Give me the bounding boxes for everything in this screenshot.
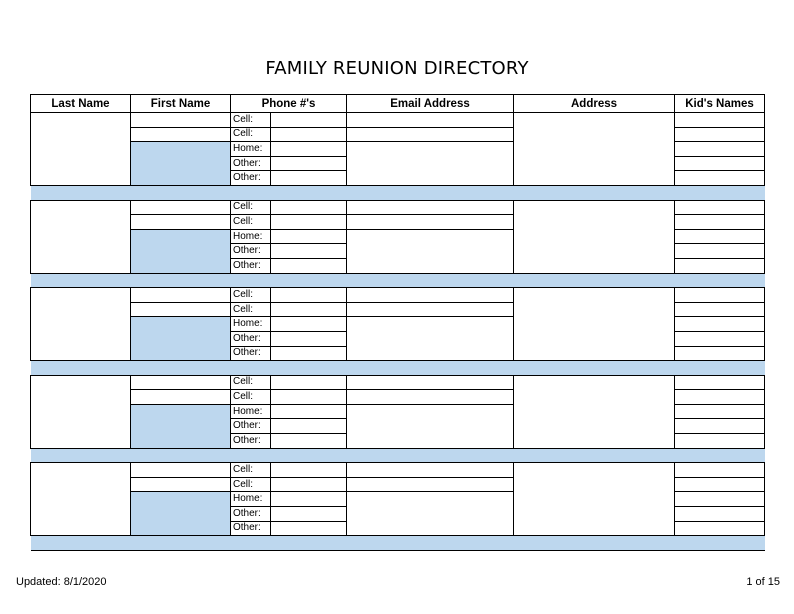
phone-number-cell[interactable]: [271, 258, 347, 273]
header-address: Address: [514, 95, 675, 113]
phone-number-cell[interactable]: [271, 521, 347, 536]
first-name-shaded-cell[interactable]: [131, 317, 231, 361]
phone-number-cell[interactable]: [271, 434, 347, 449]
address-cell[interactable]: [514, 288, 675, 361]
kid-name-cell[interactable]: [675, 477, 765, 492]
page-title: FAMILY REUNION DIRECTORY: [265, 58, 529, 79]
separator-band: [31, 448, 765, 463]
phone-number-cell[interactable]: [271, 331, 347, 346]
updated-date: Updated: 8/1/2020: [16, 576, 107, 588]
phone-type-label: Cell:: [231, 113, 271, 128]
phone-type-label: Home:: [231, 404, 271, 419]
separator-band: [31, 536, 765, 551]
phone-number-cell[interactable]: [271, 419, 347, 434]
separator-band: [31, 273, 765, 288]
kid-name-cell[interactable]: [675, 258, 765, 273]
phone-number-cell[interactable]: [271, 127, 347, 142]
phone-type-label: Other:: [231, 331, 271, 346]
phone-type-label: Cell:: [231, 375, 271, 390]
entry-row: [31, 113, 765, 128]
directory-table: [30, 94, 765, 551]
email-cell[interactable]: [347, 463, 514, 478]
phone-number-cell[interactable]: [271, 302, 347, 317]
entry-separator: [31, 448, 765, 463]
first-name-shaded-cell[interactable]: [131, 404, 231, 448]
kid-name-cell[interactable]: [675, 346, 765, 361]
phone-number-cell[interactable]: [271, 288, 347, 303]
email-cell[interactable]: [347, 127, 514, 142]
first-name-cell[interactable]: [131, 113, 231, 128]
kid-name-cell[interactable]: [675, 142, 765, 157]
first-name-cell[interactable]: [131, 390, 231, 405]
phone-type-label: Home:: [231, 229, 271, 244]
phone-type-label: Other:: [231, 156, 271, 171]
separator-band: [31, 185, 765, 200]
first-name-cell[interactable]: [131, 375, 231, 390]
header-last-name: Last Name: [31, 95, 131, 113]
phone-type-label: Other:: [231, 434, 271, 449]
email-cell[interactable]: [347, 113, 514, 128]
phone-type-label: Other:: [231, 419, 271, 434]
kid-name-cell[interactable]: [675, 302, 765, 317]
phone-number-cell[interactable]: [271, 244, 347, 259]
entry-row: [31, 463, 765, 478]
address-cell[interactable]: [514, 463, 675, 536]
phone-type-label: Cell:: [231, 215, 271, 230]
phone-number-cell[interactable]: [271, 346, 347, 361]
entry-row: [31, 375, 765, 390]
address-cell[interactable]: [514, 200, 675, 273]
kid-name-cell[interactable]: [675, 419, 765, 434]
kid-name-cell[interactable]: [675, 244, 765, 259]
email-cell[interactable]: [347, 390, 514, 405]
email-cell-large[interactable]: [347, 142, 514, 186]
entry-row: [31, 200, 765, 215]
phone-type-label: Cell:: [231, 127, 271, 142]
phone-number-cell[interactable]: [271, 404, 347, 419]
phone-type-label: Other:: [231, 346, 271, 361]
phone-type-label: Other:: [231, 244, 271, 259]
kid-name-cell[interactable]: [675, 492, 765, 507]
first-name-cell[interactable]: [131, 215, 231, 230]
first-name-shaded-cell[interactable]: [131, 229, 231, 273]
phone-type-label: Home:: [231, 142, 271, 157]
kid-name-cell[interactable]: [675, 390, 765, 405]
header-phone: Phone #'s: [231, 95, 347, 113]
kid-name-cell[interactable]: [675, 521, 765, 536]
email-cell-large[interactable]: [347, 492, 514, 536]
phone-number-cell[interactable]: [271, 215, 347, 230]
entry-separator: [31, 273, 765, 288]
phone-number-cell[interactable]: [271, 113, 347, 128]
first-name-cell[interactable]: [131, 463, 231, 478]
phone-type-label: Cell:: [231, 200, 271, 215]
kid-name-cell[interactable]: [675, 229, 765, 244]
email-cell[interactable]: [347, 375, 514, 390]
first-name-cell[interactable]: [131, 477, 231, 492]
phone-type-label: Cell:: [231, 288, 271, 303]
kid-name-cell[interactable]: [675, 288, 765, 303]
kid-name-cell[interactable]: [675, 317, 765, 332]
kid-name-cell[interactable]: [675, 215, 765, 230]
email-cell[interactable]: [347, 215, 514, 230]
phone-type-label: Other:: [231, 507, 271, 522]
phone-number-cell[interactable]: [271, 507, 347, 522]
phone-number-cell[interactable]: [271, 142, 347, 157]
first-name-cell[interactable]: [131, 302, 231, 317]
kid-name-cell[interactable]: [675, 171, 765, 186]
phone-type-label: Other:: [231, 171, 271, 186]
address-cell[interactable]: [514, 113, 675, 186]
kid-name-cell[interactable]: [675, 200, 765, 215]
phone-number-cell[interactable]: [271, 463, 347, 478]
phone-number-cell[interactable]: [271, 229, 347, 244]
phone-number-cell[interactable]: [271, 492, 347, 507]
phone-type-label: Cell:: [231, 463, 271, 478]
header-email: Email Address: [347, 95, 514, 113]
phone-type-label: Cell:: [231, 477, 271, 492]
kid-name-cell[interactable]: [675, 404, 765, 419]
last-name-cell[interactable]: [31, 463, 131, 536]
phone-type-label: Home:: [231, 492, 271, 507]
phone-number-cell[interactable]: [271, 390, 347, 405]
phone-type-label: Cell:: [231, 390, 271, 405]
email-cell[interactable]: [347, 288, 514, 303]
phone-number-cell[interactable]: [271, 375, 347, 390]
phone-type-label: Cell:: [231, 302, 271, 317]
email-cell-large[interactable]: [347, 229, 514, 273]
email-cell-large[interactable]: [347, 404, 514, 448]
kid-name-cell[interactable]: [675, 375, 765, 390]
phone-number-cell[interactable]: [271, 477, 347, 492]
kid-name-cell[interactable]: [675, 331, 765, 346]
header-first-name: First Name: [131, 95, 231, 113]
header-row: [31, 95, 765, 113]
email-cell[interactable]: [347, 477, 514, 492]
address-cell[interactable]: [514, 375, 675, 448]
phone-number-cell[interactable]: [271, 200, 347, 215]
kid-name-cell[interactable]: [675, 127, 765, 142]
email-cell-large[interactable]: [347, 317, 514, 361]
entry-separator: [31, 536, 765, 551]
page-number: 1 of 15: [746, 576, 780, 588]
kid-name-cell[interactable]: [675, 434, 765, 449]
entry-separator: [31, 185, 765, 200]
header-kids-names: Kid's Names: [675, 95, 765, 113]
last-name-cell[interactable]: [31, 288, 131, 361]
last-name-cell[interactable]: [31, 375, 131, 448]
kid-name-cell[interactable]: [675, 507, 765, 522]
email-cell[interactable]: [347, 302, 514, 317]
first-name-cell[interactable]: [131, 200, 231, 215]
phone-type-label: Other:: [231, 521, 271, 536]
separator-band: [31, 361, 765, 376]
email-cell[interactable]: [347, 200, 514, 215]
first-name-shaded-cell[interactable]: [131, 492, 231, 536]
phone-number-cell[interactable]: [271, 317, 347, 332]
phone-number-cell[interactable]: [271, 171, 347, 186]
first-name-cell[interactable]: [131, 288, 231, 303]
first-name-shaded-cell[interactable]: [131, 142, 231, 186]
phone-number-cell[interactable]: [271, 156, 347, 171]
phone-type-label: Other:: [231, 258, 271, 273]
kid-name-cell[interactable]: [675, 156, 765, 171]
kid-name-cell[interactable]: [675, 463, 765, 478]
first-name-cell[interactable]: [131, 127, 231, 142]
last-name-cell[interactable]: [31, 113, 131, 186]
kid-name-cell[interactable]: [675, 113, 765, 128]
last-name-cell[interactable]: [31, 200, 131, 273]
entry-row: [31, 288, 765, 303]
phone-type-label: Home:: [231, 317, 271, 332]
entry-separator: [31, 361, 765, 376]
